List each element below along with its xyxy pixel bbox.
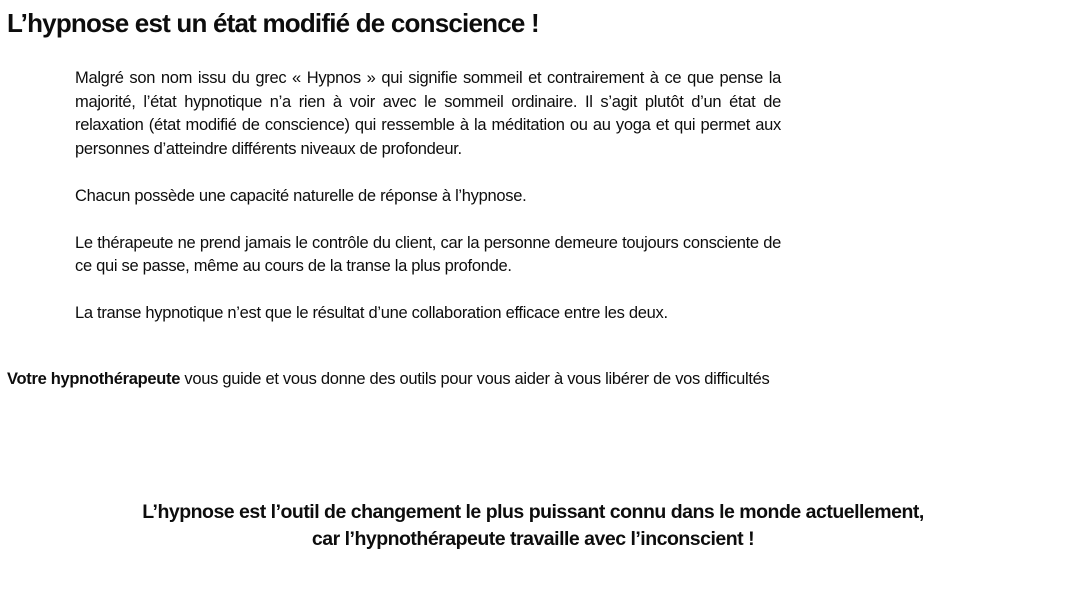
- guide-bold-text: Votre hypnothérapeute: [7, 370, 181, 388]
- intro-section: [75, 67, 781, 349]
- guide-statement: [7, 367, 769, 391]
- closing-quote: [0, 499, 1066, 553]
- guide-text: vous guide et vous donne des outils pour vous aider à vous libérer de vos difficultés: [180, 370, 770, 388]
- closing-quote-line-1: L’hypnose est l’outil de changement le plus puissant connu dans le monde actuellement,: [142, 501, 924, 523]
- closing-quote-line-2: car l’hypnothérapeute travaille avec l’inconscient !: [311, 528, 755, 550]
- page-title: L’hypnose est un état modifié de conscience !: [7, 8, 539, 38]
- paragraph-natural-capacity: Chacun possède une capacité naturelle de réponse à l’hypnose.: [75, 186, 527, 205]
- paragraph-therapist-control: Le thérapeute ne prend jamais le contrôle du client, car la personne demeure toujours consciente de ce qui se passe, même au cours de la transe la plus profonde.: [75, 233, 781, 275]
- paragraph-hypnos-definition: Malgré son nom issu du grec « Hypnos » qui signifie sommeil et contrairement à ce que pense la majorité, l’état hypnotique n’a rien à voir avec le sommeil ordinaire. Il s’agit plutôt d’un état de relaxation (état modifié de conscience) qui ressemble à la méditation ou au yoga et qui permet aux personnes d’atteindre différents niveaux de profondeur.: [75, 69, 781, 158]
- paragraph-collaboration: La transe hypnotique n’est que le résultat d’une collaboration efficace entre les deux.: [75, 304, 668, 322]
